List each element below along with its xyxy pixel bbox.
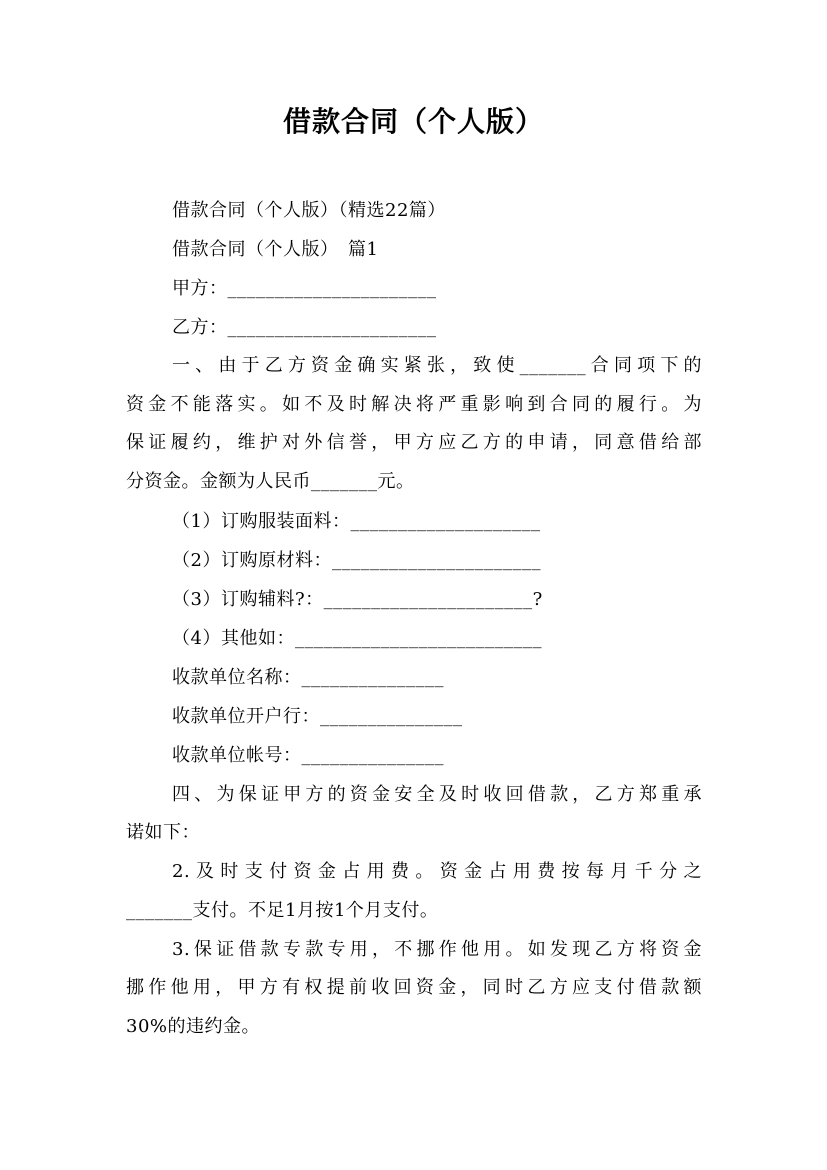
- paragraph-line: 3.保证借款专款专用，不挪作他用。如发现乙方将资金: [172, 939, 702, 960]
- document-title: 借款合同（个人版）: [282, 105, 544, 138]
- paragraph-line: _______支付。不足1月按1个月支付。: [126, 900, 439, 921]
- document-subtitle: 借款合同（个人版）（精选22篇）: [172, 200, 446, 221]
- paragraph-line: 30%的违约金。: [126, 1016, 261, 1037]
- payee-account-line: 收款单位帐号：_______________: [172, 745, 444, 766]
- party-a-line: 甲方：______________________: [172, 278, 437, 299]
- party-b-line: 乙方：______________________: [172, 317, 437, 338]
- paragraph-line: 四、为保证甲方的资金安全及时收回借款，乙方郑重承: [172, 784, 702, 805]
- paragraph-line: 诺如下：: [126, 822, 200, 843]
- paragraph-line: 一、由于乙方资金确实紧张，致使_______合同项下的: [172, 355, 702, 376]
- paragraph-line: 资金不能落实。如不及时解决将严重影响到合同的履行。为: [126, 394, 702, 415]
- list-item: （1）订购服装面料：____________________: [172, 511, 541, 532]
- paragraph-line: 分资金。金额为人民币_______元。: [126, 471, 415, 492]
- paragraph-line: 保证履约，维护对外信誉，甲方应乙方的申请，同意借给部: [126, 432, 702, 453]
- section-heading: 借款合同（个人版） 篇1: [172, 239, 379, 260]
- paragraph-line: 2.及时支付资金占用费。资金占用费按每月千分之: [172, 861, 702, 882]
- list-item: （3）订购辅料?：______________________?: [172, 589, 543, 610]
- paragraph-line: 挪作他用，甲方有权提前收回资金，同时乙方应支付借款额: [126, 977, 702, 998]
- payee-name-line: 收款单位名称：_______________: [172, 667, 444, 688]
- payee-bank-line: 收款单位开户行：_______________: [172, 706, 463, 727]
- list-item: （4）其他如：__________________________: [172, 628, 542, 649]
- list-item: （2）订购原材料：______________________: [172, 550, 541, 571]
